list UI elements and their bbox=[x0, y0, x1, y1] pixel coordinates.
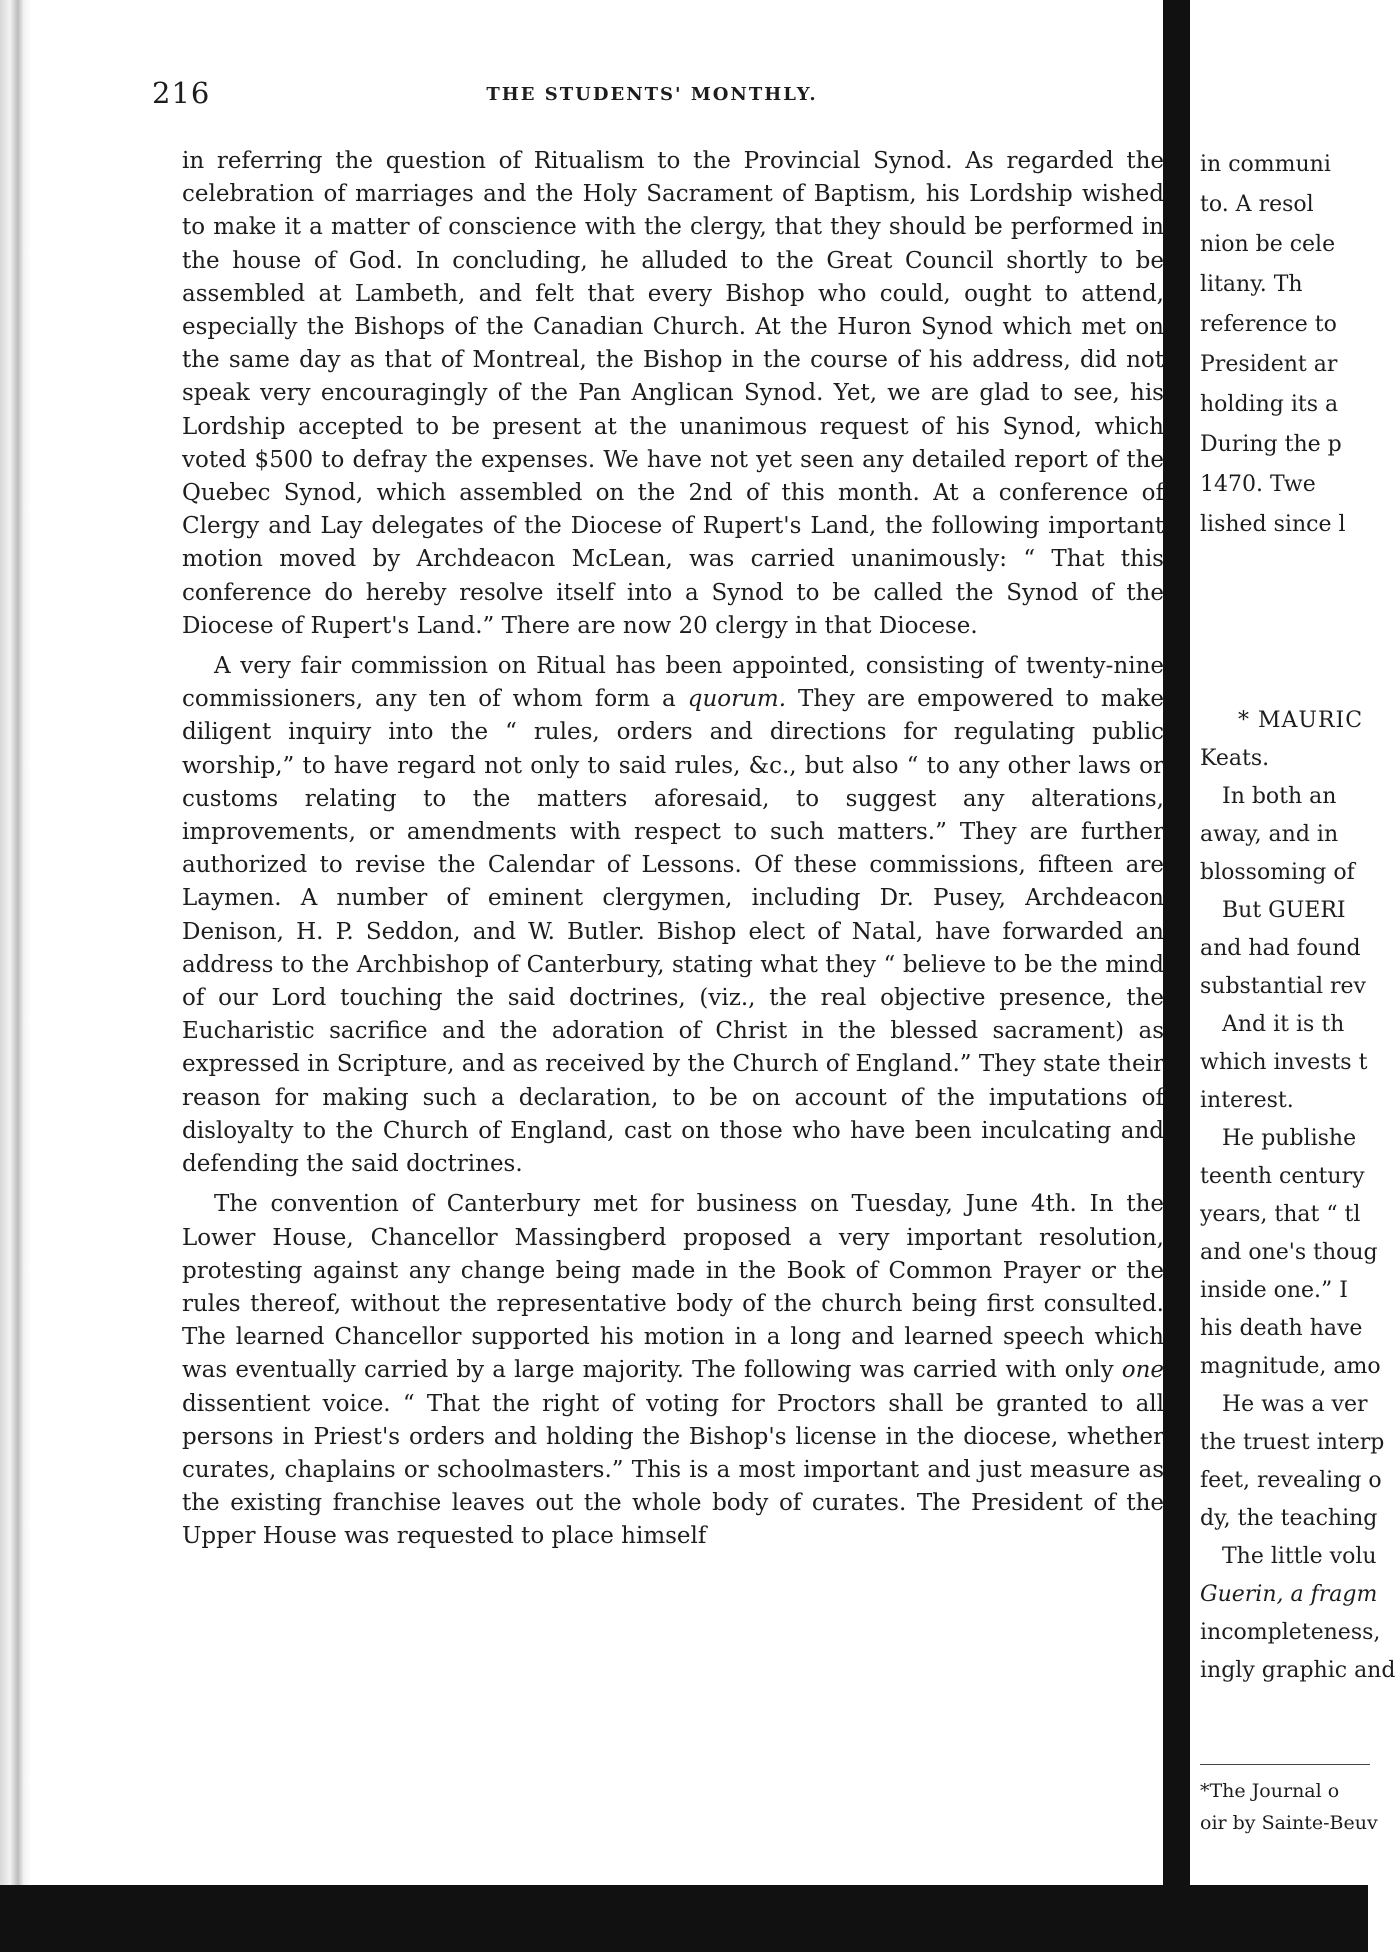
text-line: 1470. Twe bbox=[1200, 472, 1316, 497]
text-line: blossoming of bbox=[1200, 860, 1355, 885]
text-line: incompleteness, bbox=[1200, 1620, 1381, 1645]
page-binding-edge bbox=[0, 0, 30, 1952]
page-header bbox=[152, 76, 1152, 116]
text-line: to. A resol bbox=[1200, 192, 1314, 217]
text-line: He publishe bbox=[1222, 1126, 1357, 1151]
scan-bottom-border bbox=[0, 1885, 1368, 1952]
text-line: and one's thoug bbox=[1200, 1240, 1378, 1265]
text-line: his death have bbox=[1200, 1316, 1363, 1341]
paragraph-text: A very fair commission on Ritual has been appointed, consisting of twenty-nine commissioners, any ten of whom form a bbox=[182, 653, 1164, 713]
footnote-line: *The Journal o bbox=[1200, 1780, 1340, 1802]
text-line: and had found bbox=[1200, 936, 1361, 961]
text-line: In both an bbox=[1222, 784, 1337, 809]
right-text-column bbox=[1200, 152, 1400, 1887]
text-line: And it is th bbox=[1222, 1012, 1345, 1037]
text-line: substantial rev bbox=[1200, 974, 1366, 999]
italic-word: quorum. bbox=[687, 686, 787, 713]
paragraph-text: dissentient voice. “ That the right of voting for Proctors shall be granted to all persons in Priest's orders and holding the Bishop's license in the diocese, whether curates, chaplains or schoolmasters.” This is a most important and just measure as the existing franchise leaves out the whole body of curates. The President of the Upper House was requested to place himself bbox=[182, 1390, 1164, 1550]
page-number: 216 bbox=[152, 76, 211, 110]
text-line: feet, revealing o bbox=[1200, 1468, 1382, 1493]
text-line: But GUERI bbox=[1222, 898, 1346, 923]
text-line: President ar bbox=[1200, 352, 1338, 377]
text-line: inside one.” I bbox=[1200, 1278, 1348, 1303]
text-line: interest. bbox=[1200, 1088, 1294, 1113]
footnote-line: oir by Sainte-Beuv bbox=[1200, 1812, 1378, 1834]
text-line: reference to bbox=[1200, 312, 1337, 337]
text-line: During the p bbox=[1200, 432, 1342, 457]
text-line: ingly graphic and bbox=[1200, 1658, 1396, 1683]
text-line: lished since l bbox=[1200, 512, 1346, 537]
text-line: teenth century bbox=[1200, 1164, 1365, 1189]
book-gutter bbox=[1163, 0, 1190, 1952]
footnote-rule bbox=[1200, 1764, 1370, 1765]
paragraph-synods: in referring the question of Ritualism to the Provincial Synod. As regarded the celebration of marriages and the Holy Sacrament of Baptism, his Lordship wished to make it a matter of conscience with the clergy, that they should be performed in the house of God. In concluding, he alluded to the Great Council shortly to be assembled at Lambeth, and felt that every Bishop who could, ought to attend, especially the Bishops of the Canadian Church. At the Huron Synod which met on the same day as that of Montreal, the Bishop in the course of his address, did not speak very encouragingly of the Pan Anglican Synod. Yet, we are glad to see, his Lordship accepted to be present at the unanimous request of his Synod, which voted $500 to defray the expenses. We have not yet seen any detailed report of the Quebec Synod, which assembled on the 2nd of this month. At a conference of Clergy and Lay delegates of the Diocese of Rupert's Land, the following important motion moved by Archdeacon McLean, was carried unanimously: “ That this conference do hereby resolve itself into a Synod to be called the Synod of the Diocese of Rupert's Land.” There are now 20 clergy in that Diocese. bbox=[182, 148, 1164, 639]
text-line: nion be cele bbox=[1200, 232, 1336, 257]
paragraph-text: They are empowered to make diligent inquiry into the “ rules, orders and directions for regulating public worship,” to have regard not only to said rules, &c., but also “ to any other laws or customs relating to the matters aforesaid, to suggest any alterations, improvements, or amendments with respect to such matters.” They are further authorized to revise the Calendar of Lessons. Of these commissions, fifteen are Laymen. A number of eminent clergymen, including Dr. Pusey, Archdeacon Denison, H. P. Seddon, and W. Butler. Bishop elect of Natal, have forwarded an address to the Archbishop of Canterbury, stating what they “ believe to be the mind of our Lord touching the said doctrines, (viz., the real objective presence, the Eucharistic sacrifice and the adoration of Christ in the blessed sacrament) as expressed in Scripture, and as received by the Church of England.” They state their reason for making such a declaration, to be on account of the imputations of disloyalty to the Church of England, cast on those who have been inculcating and defending the said doctrines. bbox=[182, 686, 1164, 1178]
text-line: which invests t bbox=[1200, 1050, 1368, 1075]
text-line: He was a ver bbox=[1222, 1392, 1368, 1417]
text-line: in communi bbox=[1200, 152, 1331, 177]
left-text-column bbox=[182, 145, 1164, 1883]
paragraph-canterbury-convention bbox=[182, 1188, 1164, 1553]
running-title: THE STUDENTS' MONTHLY. bbox=[486, 84, 818, 105]
text-line: dy, the teaching bbox=[1200, 1506, 1378, 1531]
text-line: magnitude, amo bbox=[1200, 1354, 1381, 1379]
italic-word: one bbox=[1121, 1357, 1164, 1384]
text-line: Keats. bbox=[1200, 746, 1270, 771]
text-line: litany. Th bbox=[1200, 272, 1303, 297]
paragraph-ritual-commission bbox=[182, 650, 1164, 1181]
text-line: The little volu bbox=[1222, 1544, 1377, 1569]
text-line: years, that “ tl bbox=[1200, 1202, 1361, 1227]
text-line: Guerin, a fragm bbox=[1200, 1582, 1378, 1607]
text-line: away, and in bbox=[1200, 822, 1339, 847]
paragraph-text: The convention of Canterbury met for business on Tuesday, June 4th. In the Lower House, Chancellor Massingberd proposed a very important resolution, protesting against any change being made in the Book of Common Prayer or the rules thereof, without the representative body of the church being first consulted. The learned Chancellor supported his motion in a long and learned speech which was eventually carried by a large majority. The following was carried with only bbox=[182, 1191, 1164, 1384]
text-line: * MAURIC bbox=[1238, 708, 1364, 733]
text-line: the truest interp bbox=[1200, 1430, 1385, 1455]
text-line: holding its a bbox=[1200, 392, 1339, 417]
